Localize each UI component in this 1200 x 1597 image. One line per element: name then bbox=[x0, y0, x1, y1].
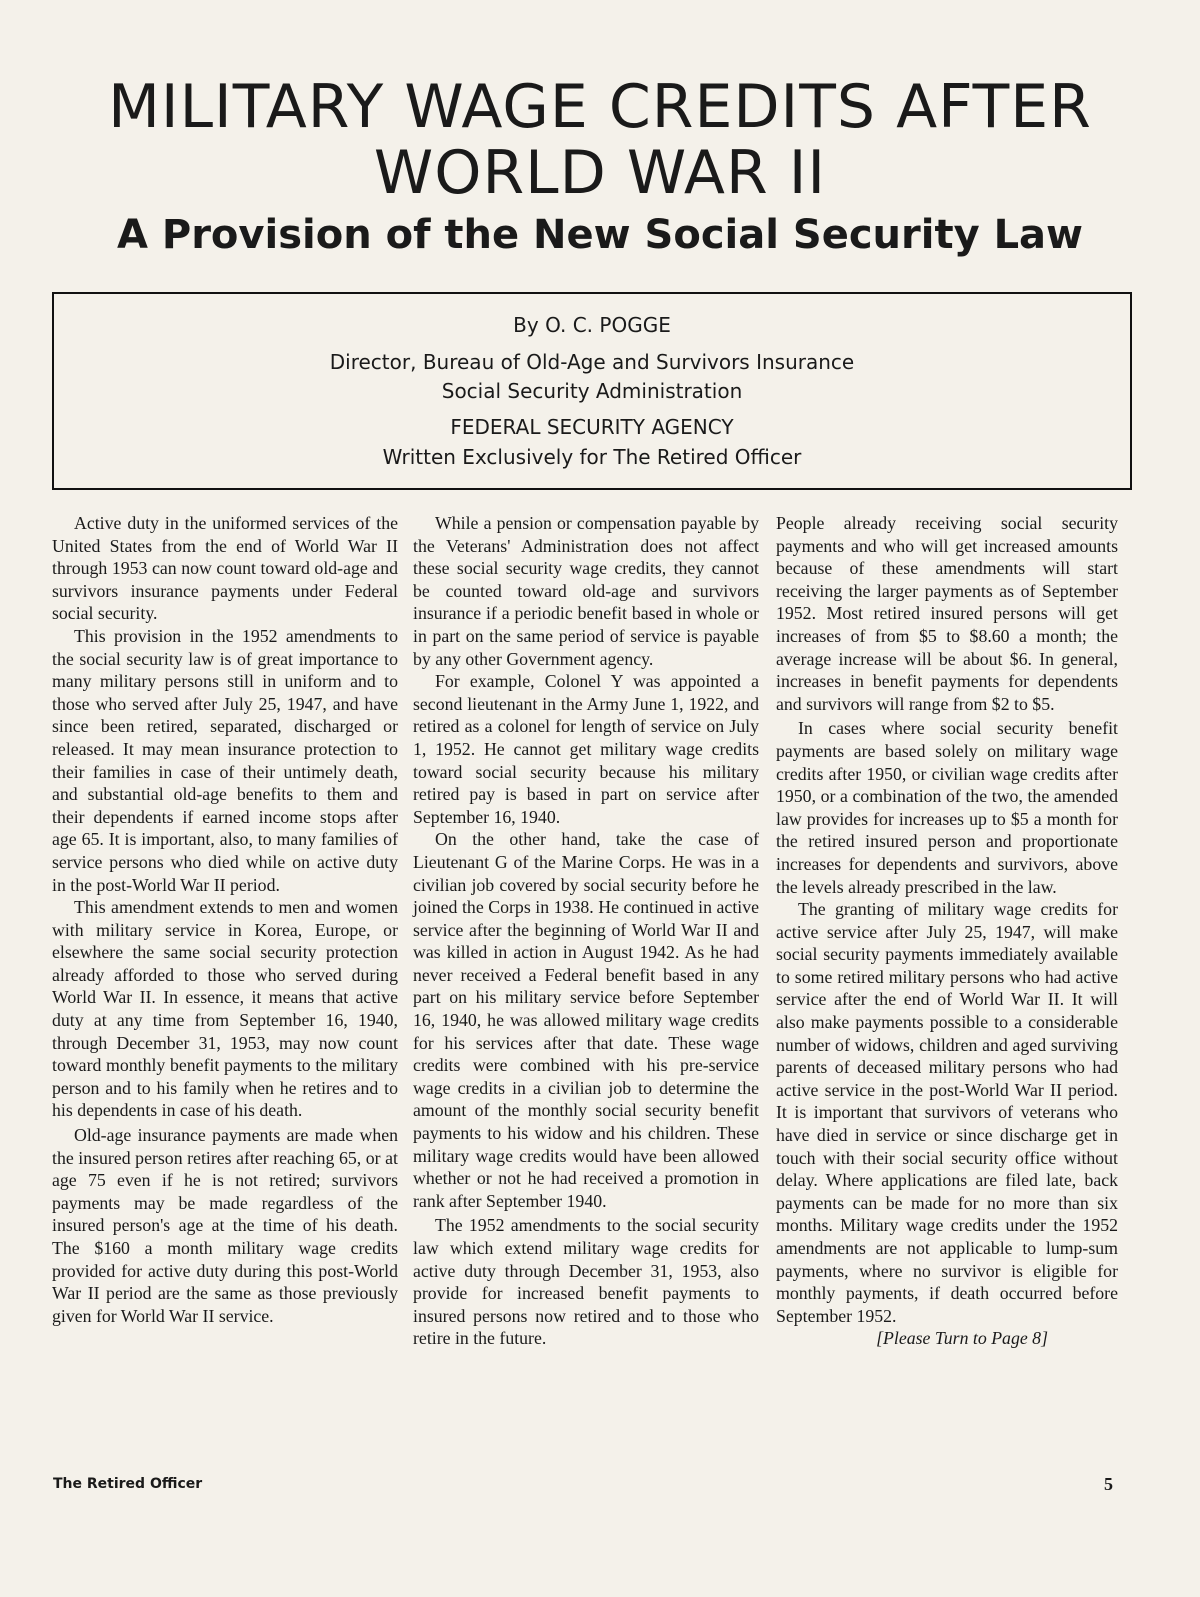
paragraph: Active duty in the uniformed services of the United States from the end of World War II through 1953 can now count toward old-age and survivors insurance payments under Federal social security. bbox=[52, 513, 398, 624]
author-administration: Social Security Administration bbox=[441, 379, 743, 403]
continuation-note: [Please Turn to Page 8] bbox=[876, 1328, 1048, 1349]
paragraph: This amendment extends to men and women with military service in Korea, Europe, or elsewhere the same social security protection already afforded to those who served during World War II. In essence, it means that active duty at any time from September 16, 1940, through December 31, 1953, may now count toward monthly benefit payments to the military person and to his family when he retires and to his dependents in case of his death. bbox=[52, 897, 398, 1121]
text-column-1 bbox=[52, 512, 398, 1327]
paragraph: People already receiving social security payments and who will get increased amounts because of these amendments will start receiving the larger payments as of September 1952. Most retired insured persons will get increases of from $5 to $8.60 a month; the average increase will be about $6. In general, increases in benefit payments for dependents and survivors will range from $2 to $5. bbox=[776, 513, 1118, 714]
article-title-line-2: WORLD WAR II bbox=[373, 138, 827, 208]
paragraph: The 1952 amendments to the social security law which extend military wage credits for active duty through December 31, 1953, also provide for increased benefit payments to insured persons now retired and to those who retire in the future. bbox=[413, 1215, 759, 1349]
paragraph: On the other hand, take the case of Lieutenant G of the Marine Corps. He was in a civilian job covered by social security before he joined the Corps in 1938. He continued in active service after the beginning of World War II and was killed in action in August 1942. As he had never received a Federal benefit based in any part on his military service before September 16, 1940, he was allowed military wage credits for his services after that date. These wage credits were combined with his pre-service wage credits in a civilian job to determine the amount of the monthly social security benefit payments to his widow and his children. These military wage credits would have been allowed whether or not he had received a promotion in rank after September 1940. bbox=[413, 829, 759, 1211]
paragraph: For example, Colonel Y was appointed a second lieutenant in the Army June 1, 1922, and retired as a colonel for length of service on July 1, 1952. He cannot get military wage credits toward social security because his military retired pay is based in part on service after September 16, 1940. bbox=[413, 671, 759, 827]
publication-name: The Retired Officer bbox=[53, 1476, 203, 1492]
paragraph: This provision in the 1952 amendments to the social security law is of great importance to many military persons still in uniform and to those who served after July 25, 1947, and have since been retired, separated, discharged or released. It may mean insurance protection to their families in case of their untimely death, and substantial old-age benefits to them and their dependents if earned income stops after age 65. It is important, also, to many families of service persons who died while on active duty in the post-World War II period. bbox=[52, 625, 398, 895]
author-position: Director, Bureau of Old-Age and Survivors Insurance bbox=[329, 350, 855, 374]
article-title-line-1: MILITARY WAGE CREDITS AFTER bbox=[108, 72, 1092, 142]
paragraph: The granting of military wage credits for active service after July 25, 1947, will make social security payments immediately available to some retired military persons who had active service after the end of World War II. It will also make payments possible to a considerable number of widows, children and aged surviving parents of deceased military persons who had active service in the post-World War II period. It is important that survivors of veterans who have died in service or since discharge get in touch with their social security office without delay. Where applications are filed late, back payments can be made for no more than six months. Military wage credits under the 1952 amendments are not applicable to lump-sum payments, where no survivor is eligible for monthly payments, if death occurred before September 1952. bbox=[776, 899, 1118, 1326]
byline-box bbox=[52, 292, 1132, 490]
exclusive-note: Written Exclusively for The Retired Officer bbox=[382, 445, 802, 469]
text-column-2 bbox=[413, 512, 759, 1350]
author-name: By O. C. POGGE bbox=[513, 313, 671, 337]
author-agency: FEDERAL SECURITY AGENCY bbox=[450, 415, 734, 439]
paragraph: While a pension or compensation payable by the Veterans' Administration does not affect these social security wage credits, they cannot be counted toward old-age and survivors insurance if a periodic benefit based in whole or in part on the same period of service is payable by any other Government agency. bbox=[413, 513, 759, 669]
paragraph: Old-age insurance payments are made when the insured person retires after reaching 65, or at age 75 even if he is not retired; survivors payments may be made regardless of the insured person's age at the time of his death. The $160 a month military wage credits provided for active duty during this post-World War II period are the same as those previously given for World War II service. bbox=[52, 1125, 398, 1326]
article-subtitle: A Provision of the New Social Security Law bbox=[117, 212, 1083, 258]
text-column-3 bbox=[776, 512, 1118, 1350]
page-number: 5 bbox=[1104, 1474, 1113, 1494]
paragraph: In cases where social security benefit payments are based solely on military wage credits after 1950, or civilian wage credits after 1950, or a combination of the two, the amended law provides for increases up to $5 a month for the retired insured person and proportionate increases for dependents and survivors, above the levels already prescribed in the law. bbox=[776, 718, 1118, 897]
